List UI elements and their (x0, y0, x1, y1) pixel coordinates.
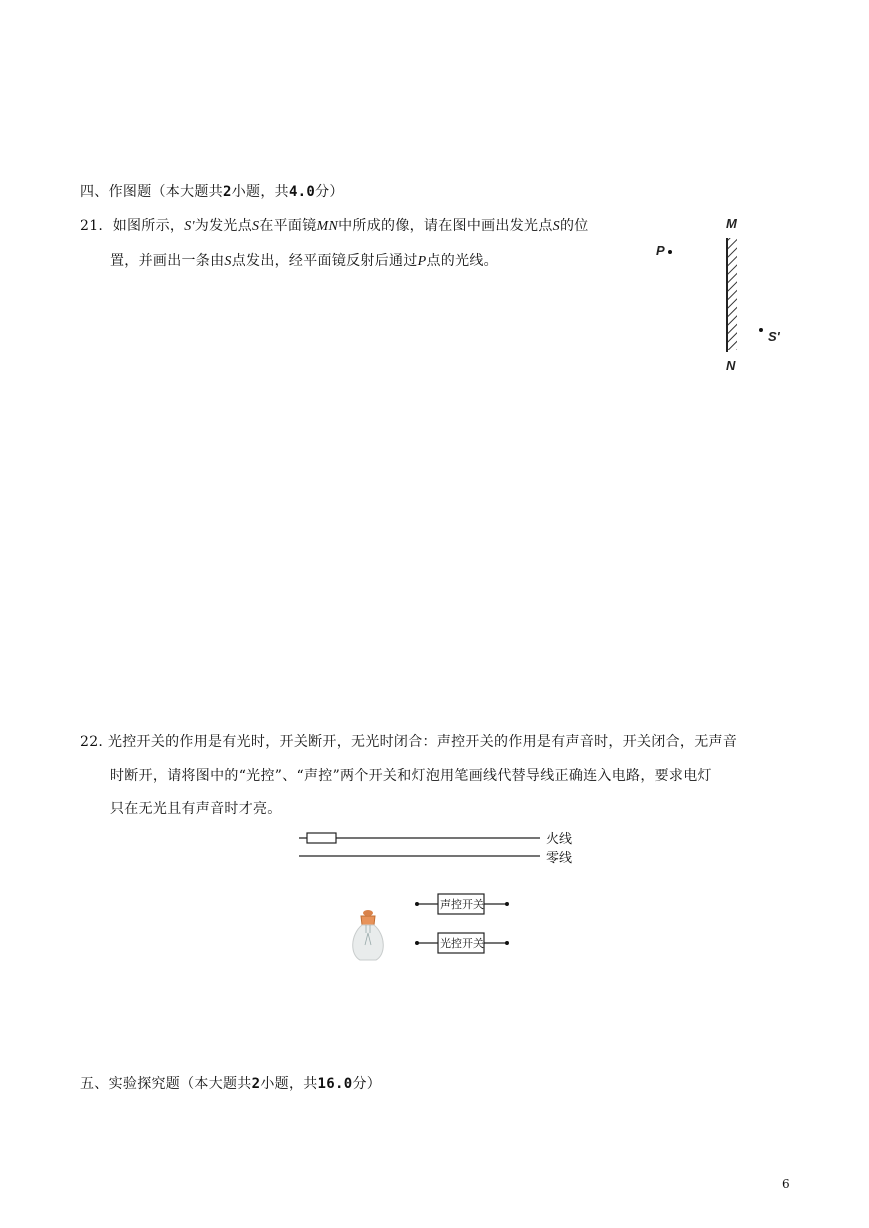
section-4-prefix: 四、作图题（本大题共 (80, 184, 223, 200)
q21-mn: MN (316, 219, 339, 234)
q22-text: 只在无光且有声音时才亮。 (110, 801, 282, 817)
label-p: P (656, 243, 665, 258)
q21-text: 点的光线。 (426, 253, 498, 269)
q21-number: 21. (80, 218, 104, 234)
q21-text: 如图所示， (112, 218, 185, 234)
q21-s: S (224, 254, 232, 269)
live-wire-label: 火线 (546, 831, 573, 846)
q22-text: 光控开关的作用是有光时，开关断开，无光时闭合：声控开关的作用是有声音时，开关闭合，无声音 (107, 734, 738, 750)
q21-s: S (552, 219, 560, 234)
section-4-middle: 小题，共 (231, 184, 289, 200)
section-4-count: 2 (223, 184, 232, 200)
q21-text: 在平面镜 (259, 218, 317, 234)
q22-number: 22. (80, 734, 104, 750)
section-5-score: 16.0 (317, 1076, 353, 1092)
section-5-count: 2 (251, 1076, 261, 1092)
label-n: N (726, 358, 736, 373)
section-4-score: 4.0 (288, 184, 316, 200)
light-switch (415, 933, 509, 953)
light-switch-label: 光控开关 (440, 938, 484, 950)
sound-switch (415, 894, 509, 914)
section-4-suffix: 分） (315, 184, 344, 200)
q21-text: 中所成的像，请在图中画出发光点 (338, 218, 553, 234)
label-m: M (726, 216, 737, 231)
label-s-prime: S' (768, 329, 780, 344)
q21-s-prime: S' (184, 219, 195, 234)
q21-text: 为发光点 (194, 218, 252, 234)
q21-text: 点发出，经平面镜反射后通过 (231, 253, 418, 269)
q21-text: 置，并画出一条由 (110, 253, 225, 269)
q21-p: P (417, 254, 427, 269)
section-5-suffix: 分） (352, 1076, 382, 1092)
section-5-prefix: 五、实验探究题（本大题共 (80, 1076, 252, 1092)
light-bulb (353, 910, 384, 960)
section-5-middle: 小题，共 (260, 1076, 318, 1092)
sound-switch-label: 声控开关 (440, 899, 484, 911)
q21-text: 的位 (559, 218, 589, 234)
q22-text: 时断开，请将图中的“光控”、“声控”两个开关和灯泡用笔画线代替导线正确连入电路，要求电灯 (110, 768, 712, 784)
section-5-heading (80, 1073, 381, 1093)
fuse (307, 833, 336, 843)
q21-s: S (252, 219, 260, 234)
neutral-wire-label: 零线 (546, 850, 573, 865)
page-number: 6 (782, 1177, 790, 1191)
